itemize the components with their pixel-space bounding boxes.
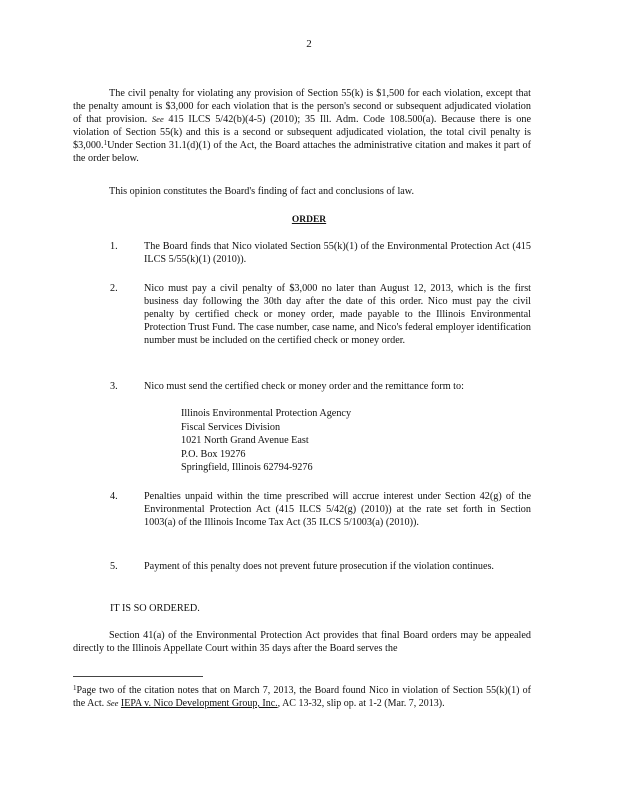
footnote [73, 684, 531, 710]
footnote-ref[interactable]: 1 [103, 139, 108, 147]
order-item-1 [110, 240, 531, 266]
penalty-text-1: The civil penalty for violating any provision of Section 55(k) is $1,500 for each violation, except that the penalty amount is $3,000 for each violation that is the person's second or subsequent adjudicated violation of that provision. [73, 88, 531, 125]
item-number: 4. [110, 491, 118, 502]
footnote-divider [73, 676, 203, 677]
address-line: 1021 North Grand Avenue East [181, 435, 309, 446]
address-line: Fiscal Services Division [181, 421, 281, 433]
footnote-text-2: , AC 13-32, slip op. at 1-2 (Mar. 7, 2013). [277, 698, 445, 709]
item-text: Nico must pay a civil penalty of $3,000 no later than August 12, 2013, which is the first business day following the 30th day after the date of this order. Nico must pay the civil penalty by certified check or money order, made payable to the Illinois Environmental Protection Trust Fund. The case number, case name, and Nico's federal employer identification number must be included on the certified check or money order. [144, 283, 531, 346]
address-line: Illinois Environmental Protection Agency [181, 408, 352, 419]
item-text: Payment of this penalty does not prevent future prosecution if the violation continues. [144, 561, 494, 572]
footnote-see-signal: See [106, 698, 119, 708]
remittance-address [181, 407, 481, 475]
order-item-2 [110, 282, 531, 347]
item-text: Penalties unpaid within the time prescribed will accrue interest under Section 42(g) of the Environmental Protection Act (415 ILCS 5/42(g) (2010)) at the rate set forth in Section 1003(a) of the Illinois Income Tax Act (35 ILCS 5/1003(a) (2010)). [144, 491, 531, 528]
item-text: Nico must send the certified check or money order and the remittance form to: [144, 381, 464, 392]
penalty-paragraph [73, 87, 531, 165]
order-item-3 [110, 380, 531, 393]
penalty-text-3: Under Section 31.1(d)(1) of the Act, the Board attaches the administrative citation and makes it part of the order below. [73, 140, 531, 164]
see-signal: See [151, 114, 164, 124]
item-number: 2. [110, 283, 118, 294]
finding-paragraph: This opinion constitutes the Board's finding of fact and conclusions of law. [109, 186, 415, 197]
penalty-text-2: 415 ILCS 5/42(b)(4-5) (2010); 35 Ill. Adm. Code 108.500(a). Because there is one violation of Section 55(k) and this is a second or subsequent adjudicated violation, the total civil penalty is $3,000. [73, 114, 532, 151]
order-item-5 [110, 560, 531, 573]
order-heading: ORDER [291, 215, 327, 225]
item-number: 5. [110, 561, 118, 572]
item-number: 1. [110, 241, 118, 252]
address-line: P.O. Box 19276 [181, 448, 246, 460]
footnote-case-name: IEPA v. Nico Development Group, Inc. [120, 698, 278, 709]
footnote-text-1: Page two of the citation notes that on March 7, 2013, the Board found Nico in violation of Section 55(k)(1) of the Act. [73, 685, 531, 709]
page-number: 2 [306, 38, 312, 50]
footnote-mark: 1 [73, 684, 77, 692]
order-item-4 [110, 490, 531, 529]
so-ordered: IT IS SO ORDERED. [110, 603, 200, 614]
item-text: The Board finds that Nico violated Section 55(k)(1) of the Environmental Protection Act (415 ILCS 5/55(k)(1) (2010)). [144, 241, 531, 265]
address-line: Springfield, Illinois 62794-9276 [181, 462, 313, 473]
appeal-paragraph: Section 41(a) of the Environmental Protection Act provides that final Board orders may be appealed directly to the Illinois Appellate Court within 35 days after the Board serves the [73, 630, 531, 654]
item-number: 3. [110, 381, 118, 392]
